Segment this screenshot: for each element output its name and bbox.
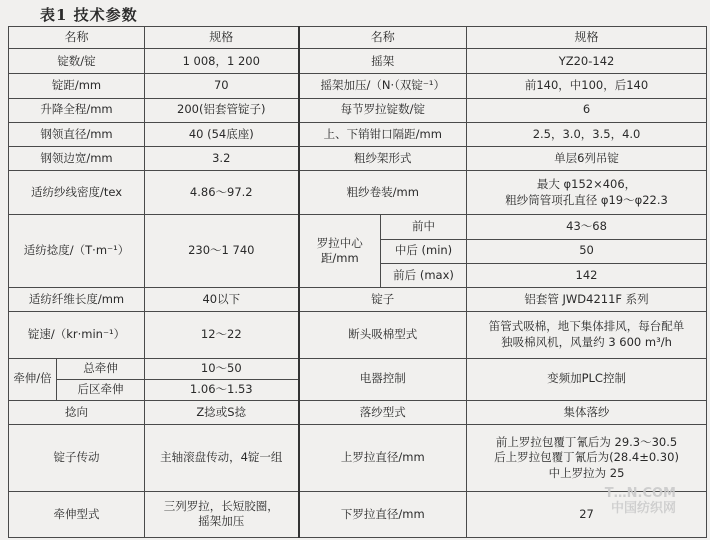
param-spec xyxy=(467,312,707,358)
table-row xyxy=(9,358,707,379)
param-name: 锭子 xyxy=(299,288,467,312)
param-name: 适纺捻度/（T·m⁻¹） xyxy=(9,215,145,288)
spec-line: 独吸棉风机，风量约 3 600 m³/h xyxy=(501,334,672,349)
param-name: 锭距/mm xyxy=(9,74,145,98)
param-spec: 变频加PLC控制 xyxy=(467,358,707,400)
param-spec: 40以下 xyxy=(145,288,299,312)
param-spec: 200(铝套管锭子) xyxy=(145,98,299,122)
param-name: 落纱型式 xyxy=(299,400,467,424)
spec-line: 中上罗拉为 25 xyxy=(548,465,625,480)
param-spec: 10～50 xyxy=(145,358,299,379)
param-name: 摇架加压/（N·（双锭⁻¹） xyxy=(299,74,467,98)
param-spec: 1 008，1 200 xyxy=(145,49,299,74)
table-row xyxy=(9,98,707,122)
table-caption: 表1 技术参数 xyxy=(40,6,138,24)
table-row xyxy=(9,171,707,215)
param-name: 粗纱架形式 xyxy=(299,146,467,170)
table-row xyxy=(9,312,707,358)
param-name: 下罗拉直径/mm xyxy=(299,491,467,537)
table-row xyxy=(9,122,707,146)
header-right-spec: 规格 xyxy=(467,27,707,49)
param-spec: 前140，中100，后140 xyxy=(467,74,707,98)
param-name: 锭数/锭 xyxy=(9,49,145,74)
param-spec xyxy=(145,491,299,537)
spec-line: 笛管式吸棉，地下集体排风，每台配单 xyxy=(488,319,685,334)
sub-param-name: 前后 (max) xyxy=(381,263,467,287)
param-name: 电器控制 xyxy=(299,358,467,400)
sub-param-name: 总牵伸 xyxy=(57,358,145,379)
param-spec: 主轴滚盘传动，4锭一组 xyxy=(145,425,299,492)
spec-line: 前上罗拉包覆丁氰后为 29.3～30.5 xyxy=(495,434,678,449)
spec-line: 摇架加压 xyxy=(198,514,245,529)
param-name: 牵伸/倍 xyxy=(9,358,57,400)
param-spec: 铝套管 JWD4211F 系列 xyxy=(467,288,707,312)
spec-line: 后上罗拉包覆丁氰后为(28.4±0.30) xyxy=(494,450,679,465)
param-spec: 230～1 740 xyxy=(145,215,299,288)
param-spec xyxy=(467,171,707,215)
param-spec: 4.86～97.2 xyxy=(145,171,299,215)
param-name: 钢领边宽/mm xyxy=(9,146,145,170)
sub-param-name: 中后 (min) xyxy=(381,239,467,263)
table-row xyxy=(9,215,707,239)
sub-param-name: 前中 xyxy=(381,215,467,239)
param-spec xyxy=(467,425,707,492)
table-row xyxy=(9,288,707,312)
param-spec: 1.06～1.53 xyxy=(145,379,299,400)
sub-param-name: 后区牵伸 xyxy=(57,379,145,400)
param-spec: 12～22 xyxy=(145,312,299,358)
param-name: 每节罗拉锭数/锭 xyxy=(299,98,467,122)
param-spec: 50 xyxy=(467,239,707,263)
param-spec: 集体落纱 xyxy=(467,400,707,424)
param-name: 升降全程/mm xyxy=(9,98,145,122)
param-name: 适纺纤维长度/mm xyxy=(9,288,145,312)
table-header-row xyxy=(9,27,707,49)
spec-table xyxy=(8,26,707,538)
param-name: 捻向 xyxy=(9,400,145,424)
param-spec: 3.2 xyxy=(145,146,299,170)
param-name: 锭速/（kr·min⁻¹） xyxy=(9,312,145,358)
param-spec: 40 (54底座) xyxy=(145,122,299,146)
param-spec: 6 xyxy=(467,98,707,122)
param-name: 摇架 xyxy=(299,49,467,74)
table-row xyxy=(9,74,707,98)
param-name: 上、下销钳口隔距/mm xyxy=(299,122,467,146)
spec-line: 最大 φ152×406， xyxy=(536,177,637,192)
spec-line: 三列罗拉，长短胶圈， xyxy=(163,498,279,513)
param-spec: 142 xyxy=(467,263,707,287)
table-row xyxy=(9,400,707,424)
watermark-line: T…N.COM xyxy=(604,486,676,502)
param-name: 锭子传动 xyxy=(9,425,145,492)
param-spec: 单层6列吊锭 xyxy=(467,146,707,170)
param-spec: 70 xyxy=(145,74,299,98)
spec-line: 粗纱筒管项孔直径 φ19～φ22.3 xyxy=(505,192,668,207)
param-spec: 43～68 xyxy=(467,215,707,239)
table-row xyxy=(9,491,707,537)
param-name: 罗拉中心距/mm xyxy=(299,215,381,288)
table-row xyxy=(9,146,707,170)
param-spec: 27 xyxy=(467,491,707,537)
param-name: 牵伸型式 xyxy=(9,491,145,537)
param-spec: YZ20-142 xyxy=(467,49,707,74)
watermark xyxy=(605,487,676,516)
param-spec: Z捻或S捻 xyxy=(145,400,299,424)
param-name: 粗纱卷装/mm xyxy=(299,171,467,215)
header-right-name: 名称 xyxy=(299,27,467,49)
param-spec: 2.5，3.0，3.5，4.0 xyxy=(467,122,707,146)
param-name: 适纺纱线密度/tex xyxy=(9,171,145,215)
param-name: 钢领直径/mm xyxy=(9,122,145,146)
param-name: 上罗拉直径/mm xyxy=(299,425,467,492)
param-name: 断头吸棉型式 xyxy=(299,312,467,358)
watermark-line: 中国纺织网 xyxy=(610,500,676,516)
table-row xyxy=(9,49,707,74)
header-left-spec: 规格 xyxy=(145,27,299,49)
header-left-name: 名称 xyxy=(9,27,145,49)
table-row xyxy=(9,425,707,492)
